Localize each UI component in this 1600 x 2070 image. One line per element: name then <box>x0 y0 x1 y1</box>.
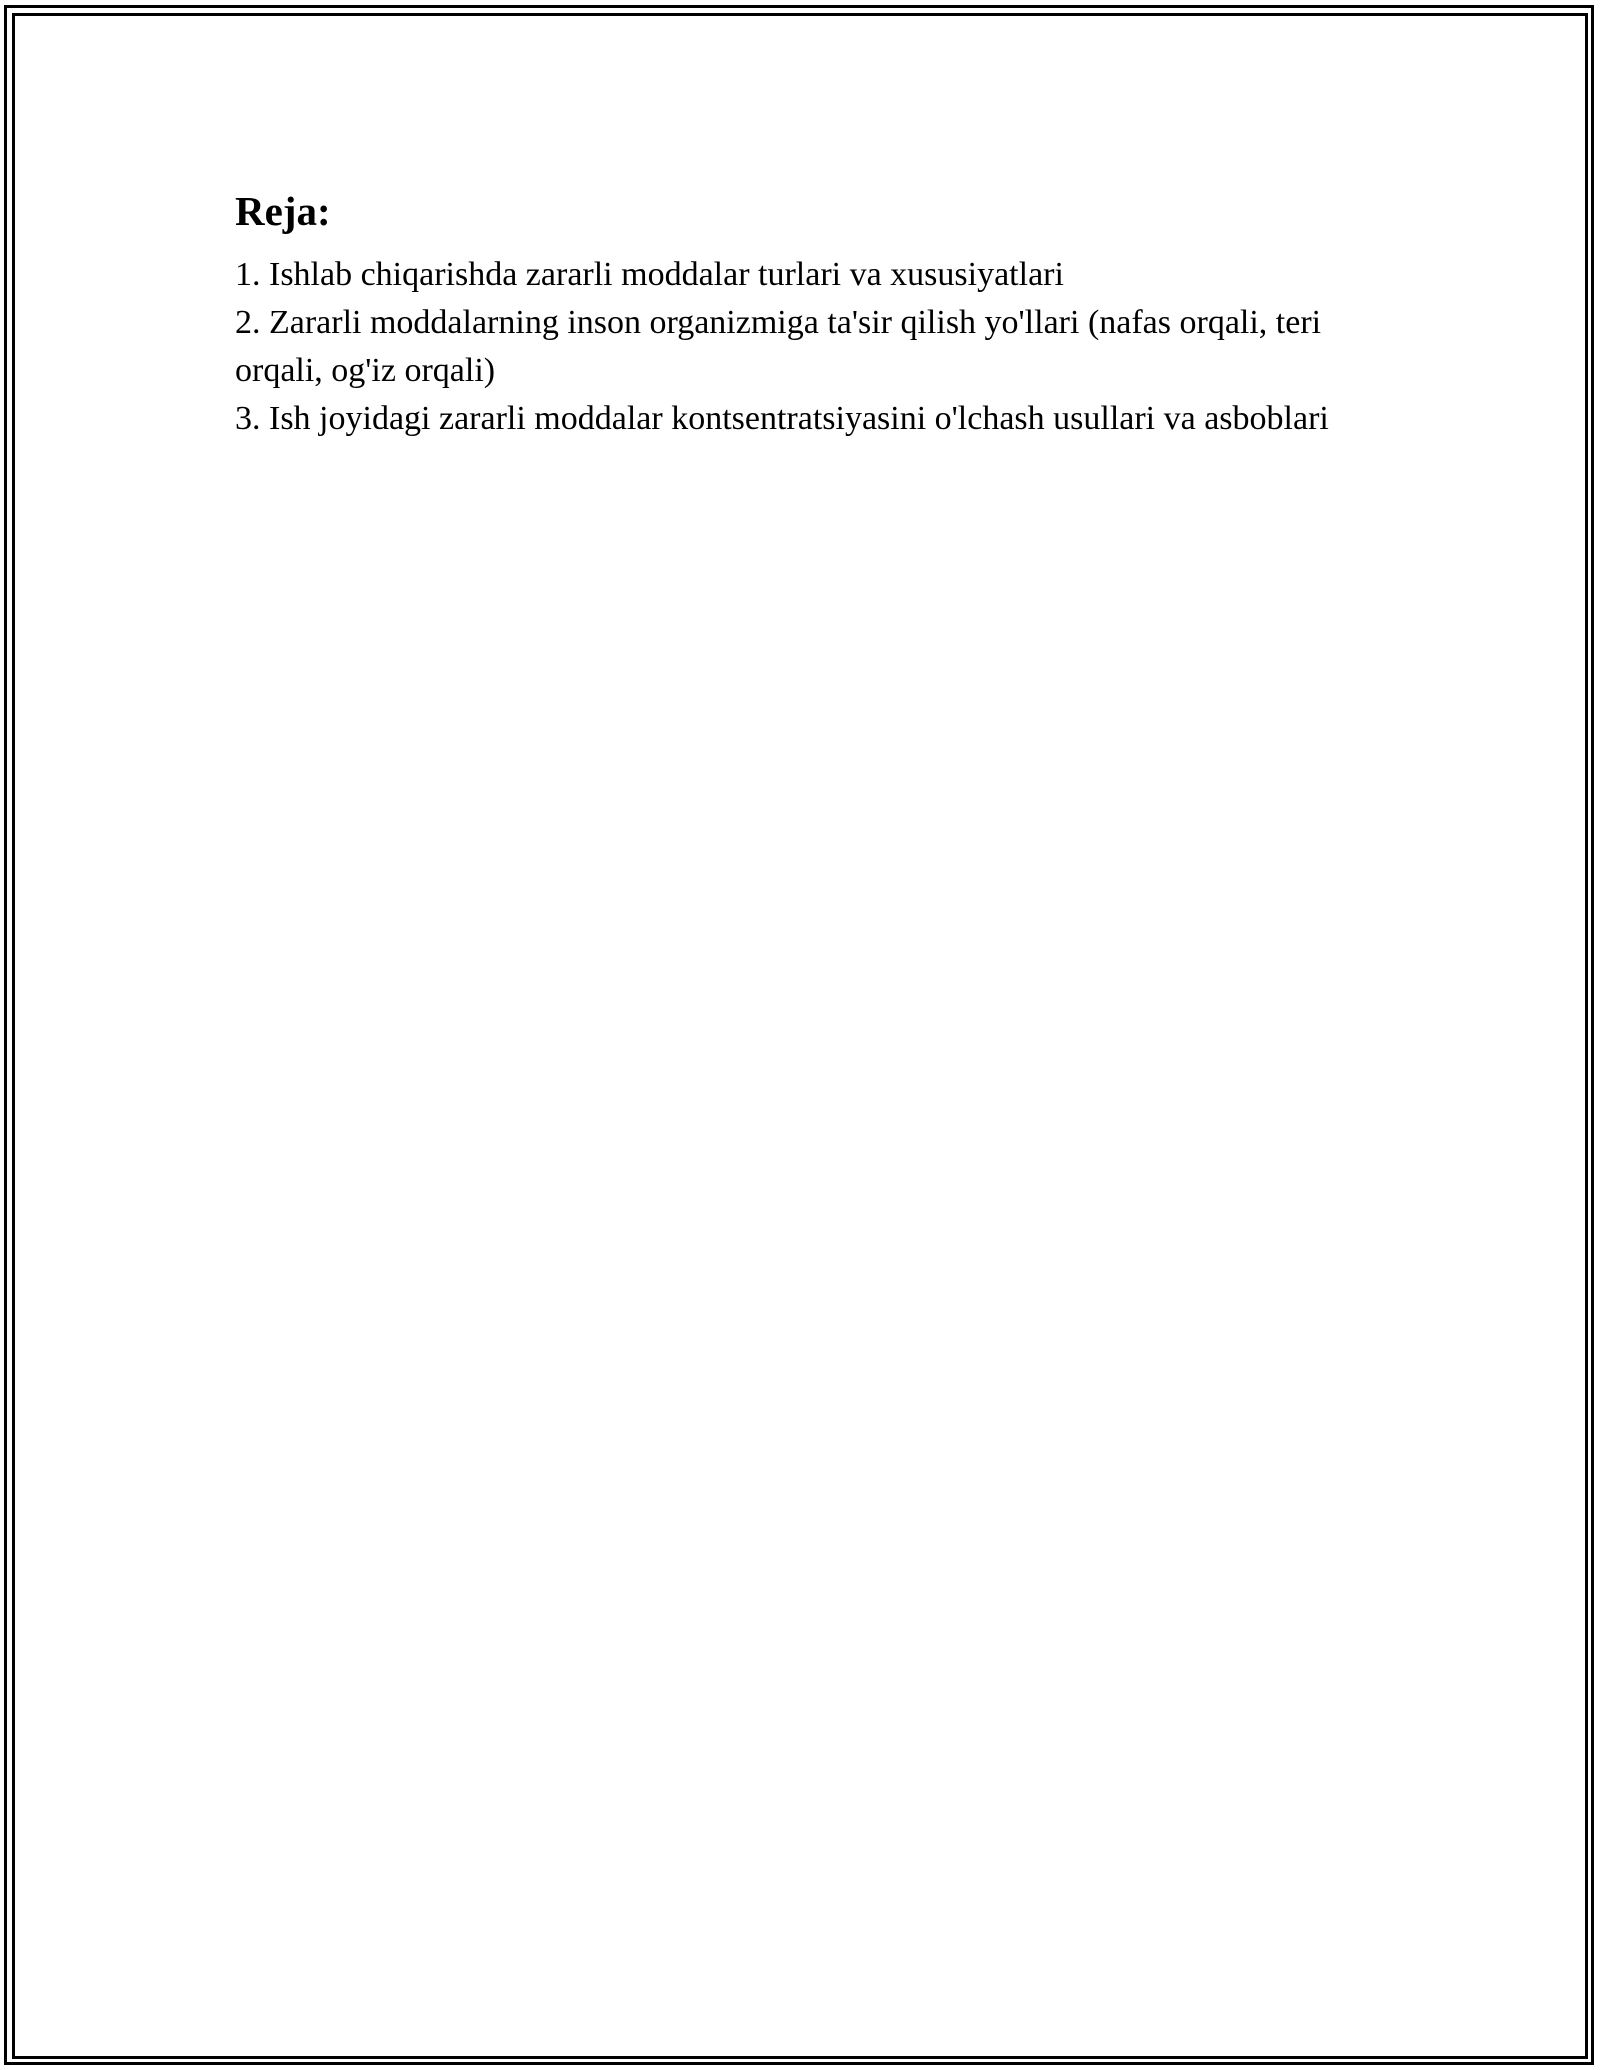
document-body <box>235 185 1365 443</box>
plan-list <box>235 251 1365 443</box>
plan-item-1: 1. Ishlab chiqarishda zararli moddalar turlari va xususiyatlari <box>235 256 1064 293</box>
plan-item-2: 2. Zararli moddalarning inson organizmiga ta'sir qilish yo'llari (nafas orqali, teri orqali, og'iz orqali) <box>235 304 1322 389</box>
plan-item-3: 3. Ish joyidagi zararli moddalar kontsentratsiyasini o'lchash usullari va asboblari <box>235 400 1329 437</box>
plan-heading: Reja: <box>235 188 331 234</box>
